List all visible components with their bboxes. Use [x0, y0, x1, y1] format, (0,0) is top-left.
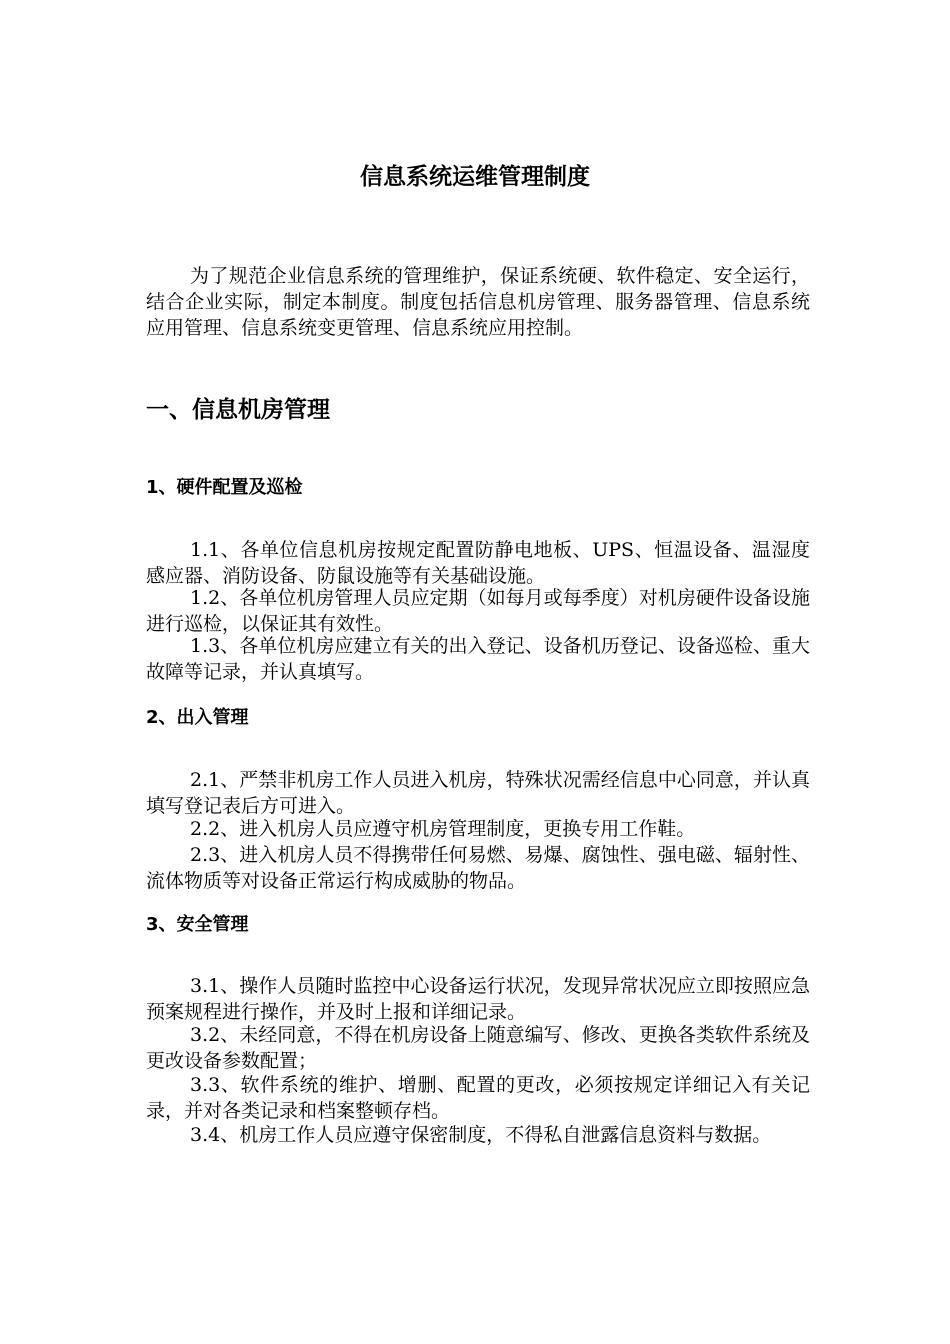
item-2-2: 2.2、进入机房人员应遵守机房管理制度，更换专用工作鞋。	[190, 818, 696, 840]
intro-paragraph: 为了规范企业信息系统的管理维护，保证系统硬、软件稳定、安全运行，结合企业实际，制定本制度。制度包括信息机房管理、服务器管理、信息系统应用管理、信息系统变更管理、信息系统应用控制。	[146, 265, 810, 339]
item-2-3: 2.3、进入机房人员不得携带任何易燃、易爆、腐蚀性、强电磁、辐射性、流体物质等对设备正常运行构成威胁的物品。	[146, 844, 810, 892]
section-heading-1: 一、信息机房管理	[146, 397, 330, 423]
item-1-2: 1.2、各单位机房管理人员应定期（如每月或每季度）对机房硬件设备设施进行巡检，以保证其有效性。	[146, 587, 810, 635]
item-2-1: 2.1、严禁非机房工作人员进入机房，特殊状况需经信息中心同意，并认真填写登记表后方可进入。	[146, 769, 810, 817]
subsection-heading-hardware: 1、硬件配置及巡检	[146, 477, 303, 498]
subsection-heading-security: 3、安全管理	[146, 914, 249, 935]
item-3-1: 3.1、操作人员随时监控中心设备运行状况，发现异常状况应立即按照应急预案规程进行操作，并及时上报和详细记录。	[146, 975, 810, 1023]
item-3-4: 3.4、机房工作人员应遵守保密制度，不得私自泄露信息资料与数据。	[190, 1124, 772, 1146]
item-3-3: 3.3、软件系统的维护、增删、配置的更改，必须按规定详细记入有关记录，并对各类记录和档案整顿存档。	[146, 1074, 810, 1122]
subsection-heading-access: 2、出入管理	[146, 707, 249, 728]
document-title: 信息系统运维管理制度	[360, 164, 590, 190]
item-3-2: 3.2、未经同意，不得在机房设备上随意编写、修改、更换各类软件系统及更改设备参数配置；	[146, 1024, 810, 1072]
item-1-3: 1.3、各单位机房应建立有关的出入登记、设备机历登记、设备巡检、重大故障等记录，并认真填写。	[146, 635, 810, 683]
item-1-1: 1.1、各单位信息机房按规定配置防静电地板、UPS、恒温设备、温湿度感应器、消防设备、防鼠设施等有关基础设施。	[146, 539, 810, 587]
